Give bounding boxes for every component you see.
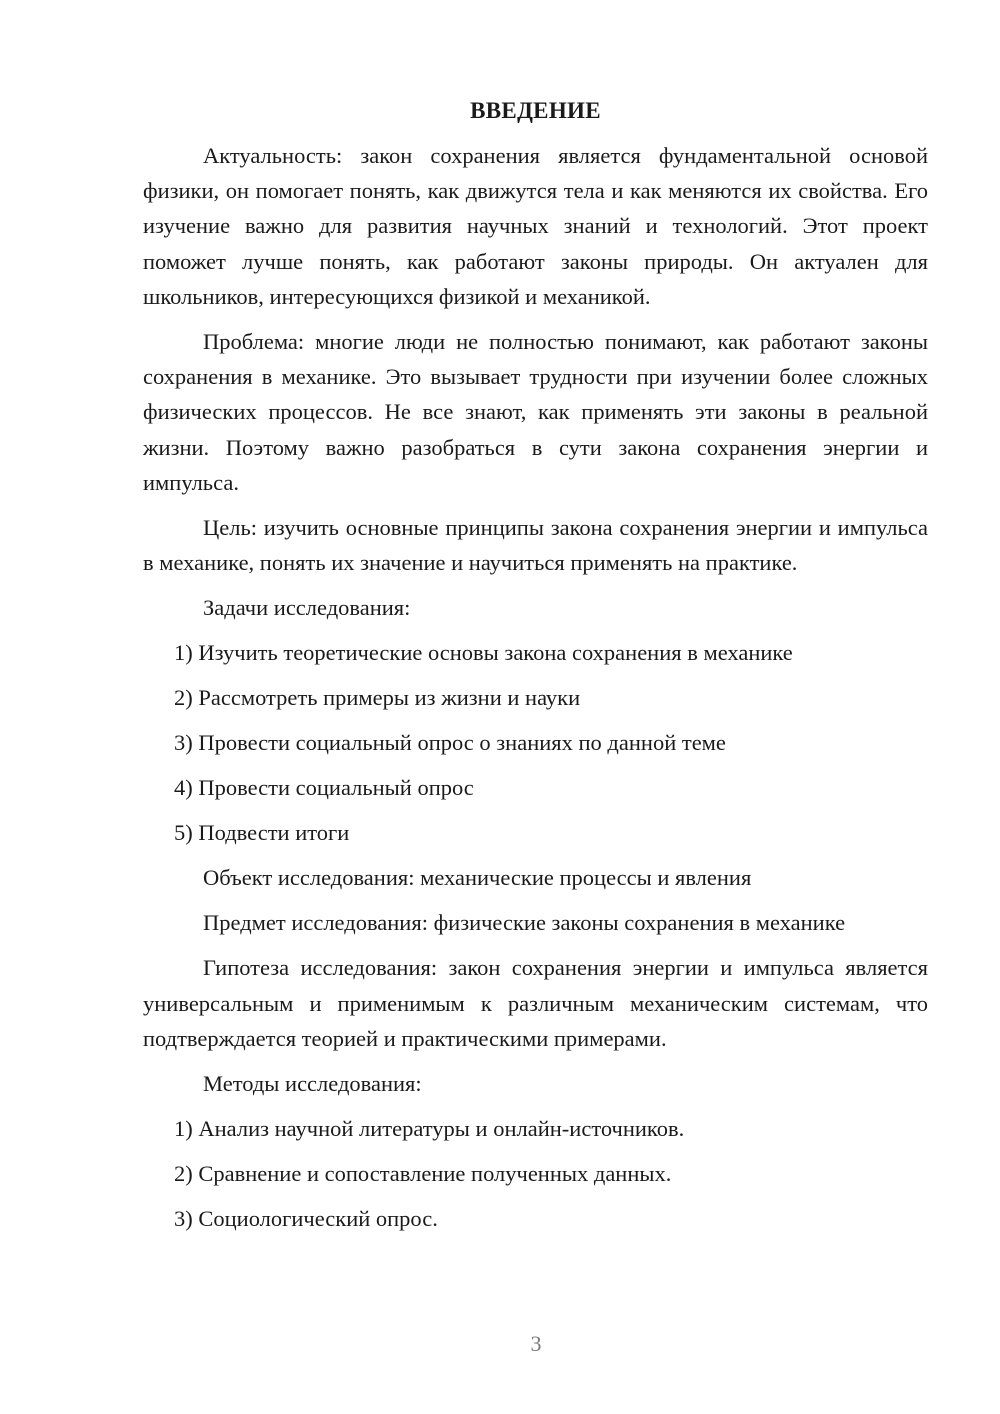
problem-paragraph: Проблема: многие люди не полностью понимают, как работают законы сохранения в механике. Это вызывает трудности при изучении более сложных физических процессов. Не все знают, как применять эти законы в реальной жизни. Поэтому важно разобраться в сути закона сохранения энергии и импульса. xyxy=(143,329,928,495)
tasks-label: Задачи исследования: xyxy=(203,595,411,621)
task-item: 4) Провести социальный опрос xyxy=(174,775,474,801)
method-item: 3) Социологический опрос. xyxy=(174,1206,438,1232)
object-line: Объект исследования: механические процессы и явления xyxy=(203,865,752,891)
method-item: 1) Анализ научной литературы и онлайн-источников. xyxy=(174,1116,685,1142)
page-number: 3 xyxy=(530,1331,542,1356)
task-item: 3) Провести социальный опрос о знаниях по данной теме xyxy=(174,730,726,756)
methods-list xyxy=(143,1111,928,1236)
document-page xyxy=(143,93,928,1236)
goal-paragraph: Цель: изучить основные принципы закона сохранения энергии и импульса в механике, понять их значение и научиться применять на практике. xyxy=(143,515,928,576)
hypothesis-paragraph: Гипотеза исследования: закон сохранения энергии и импульса является универсальным и применимым к различным механическим системам, что подтверждается теорией и практическими примерами. xyxy=(143,955,928,1051)
tasks-list xyxy=(143,635,928,850)
task-item: 2) Рассмотреть примеры из жизни и науки xyxy=(174,685,581,711)
method-item: 2) Сравнение и сопоставление полученных данных. xyxy=(174,1161,672,1187)
methods-label: Методы исследования: xyxy=(203,1071,422,1097)
section-heading: ВВЕДЕНИЕ xyxy=(470,98,601,123)
task-item: 5) Подвести итоги xyxy=(174,820,350,846)
relevance-paragraph: Актуальность: закон сохранения является фундаментальной основой физики, он помогает понять, как движутся тела и как меняются их свойства. Его изучение важно для развития научных знаний и технологий. Этот проект поможет лучше понять, как работают законы природы. Он актуален для школьников, интересующихся физикой и механикой. xyxy=(143,143,928,309)
subject-line: Предмет исследования: физические законы сохранения в механике xyxy=(203,910,846,936)
task-item: 1) Изучить теоретические основы закона сохранения в механике xyxy=(174,640,793,666)
